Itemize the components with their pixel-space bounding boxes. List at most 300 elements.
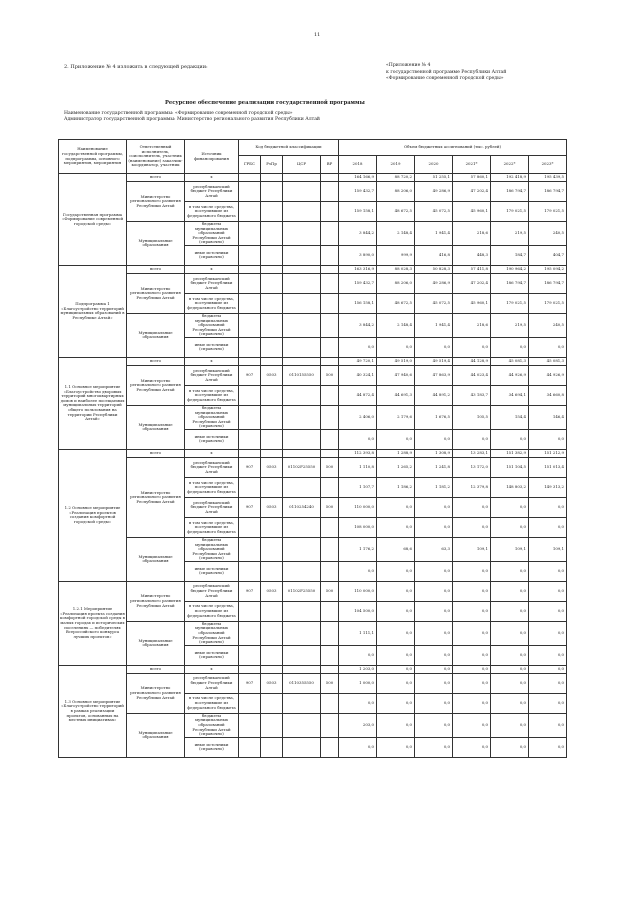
value-cell: 164 166,9 <box>339 174 377 182</box>
kbk-cell <box>261 174 283 182</box>
value-cell: 1 176,2 <box>339 537 377 561</box>
value-cell: 1 941,4 <box>415 222 453 246</box>
value-cell: 0,0 <box>529 517 567 537</box>
source-cell: в том числе средства, поступившие из федерального бюджета <box>185 693 239 713</box>
source-cell: республиканский бюджет Республики Алтай <box>185 365 239 385</box>
year-header: 2022* <box>491 156 529 174</box>
value-cell: 0,0 <box>491 621 529 645</box>
value-cell: 1 288,9 <box>377 449 415 457</box>
value-cell: 0,0 <box>339 737 377 757</box>
value-cell: 88 206,0 <box>377 273 415 293</box>
annex-line-2: к государственной программе Республики Алтай <box>386 69 507 75</box>
value-cell: 0,0 <box>453 713 491 737</box>
value-cell: 0,0 <box>529 621 567 645</box>
executor-cell: Министерство регионального развития Республики Алтай <box>127 182 185 222</box>
kbk-cell <box>321 202 339 222</box>
kbk-header: ВР <box>321 156 339 174</box>
value-cell: 109,1 <box>453 537 491 561</box>
value-cell: 0,0 <box>491 561 529 581</box>
table-row <box>59 457 567 477</box>
value-cell: 2 148,4 <box>377 313 415 337</box>
value-cell: 0,0 <box>377 497 415 517</box>
kbk-cell <box>239 737 261 757</box>
value-cell: 12 379,8 <box>453 477 491 497</box>
value-cell: 3 844,2 <box>339 313 377 337</box>
value-cell: 2 406,0 <box>339 405 377 429</box>
value-cell: 0,0 <box>529 693 567 713</box>
kbk-cell <box>283 537 321 561</box>
value-cell: 1 265,2 <box>377 457 415 477</box>
kbk-cell <box>239 293 261 313</box>
source-cell: бюджеты муниципальных образований Республики Алтай (справочно) <box>185 621 239 645</box>
volume-group-header: Объем бюджетных ассигнований (тыс. рублей) <box>339 140 567 156</box>
value-cell: 0,0 <box>453 337 491 357</box>
kbk-cell: 500 <box>321 365 339 385</box>
executor-cell: Министерство регионального развития Республики Алтай <box>127 365 185 405</box>
value-cell: 47 202,4 <box>453 273 491 293</box>
kbk-cell <box>283 293 321 313</box>
value-cell: 0,0 <box>339 561 377 581</box>
kbk-cell <box>261 537 283 561</box>
kbk-cell <box>261 202 283 222</box>
kbk-cell <box>239 202 261 222</box>
value-cell: 0,0 <box>377 601 415 621</box>
value-cell: 44 926,9 <box>491 365 529 385</box>
kbk-cell <box>283 337 321 357</box>
executor-cell: Муниципальные образования <box>127 621 185 665</box>
kbk-cell <box>283 245 321 265</box>
value-cell: 163 316,9 <box>339 265 377 273</box>
kbk-cell: 500 <box>321 457 339 477</box>
value-cell: 45 081,3 <box>491 357 529 365</box>
kbk-cell <box>283 621 321 645</box>
value-cell: 186 794,7 <box>491 182 529 202</box>
value-cell: 1 186,2 <box>377 477 415 497</box>
source-cell: иные источники (справочно) <box>185 245 239 265</box>
kbk-cell <box>261 222 283 246</box>
value-cell: 109,1 <box>491 537 529 561</box>
table-row-total <box>59 265 567 273</box>
kbk-cell <box>283 429 321 449</box>
value-cell: 1 203,0 <box>339 665 377 673</box>
value-cell: 1 241,8 <box>415 457 453 477</box>
value-cell: 2 148,4 <box>377 222 415 246</box>
executor-cell: Министерство регионального развития Республики Алтай <box>127 457 185 537</box>
value-cell: 0,0 <box>377 429 415 449</box>
value-cell: 159 432,7 <box>339 273 377 293</box>
value-cell: 0,0 <box>491 665 529 673</box>
value-cell: 151 013,4 <box>529 457 567 477</box>
kbk-cell <box>239 537 261 561</box>
executor-cell: Министерство регионального развития Республики Алтай <box>127 273 185 313</box>
total-mark-cell: х <box>185 174 239 182</box>
kbk-cell <box>239 449 261 457</box>
source-cell: в том числе средства, поступившие из федерального бюджета <box>185 202 239 222</box>
table-row <box>59 581 567 601</box>
value-cell: 0,0 <box>491 601 529 621</box>
total-mark-cell: х <box>185 265 239 273</box>
program-name-cell: 1.1 Основное мероприятие «Благоустройство дворовых территорий многоквартирных домов и наиболее посещаемых муниципальных территорий общего пользования на территории Республики Алтай» <box>59 357 127 449</box>
source-cell: иные источники (справочно) <box>185 561 239 581</box>
value-cell: 0,0 <box>377 645 415 665</box>
value-cell: 57 411,8 <box>453 265 491 273</box>
value-cell: 179 021,5 <box>529 202 567 222</box>
value-cell: 13 172,0 <box>453 457 491 477</box>
kbk-cell <box>261 517 283 537</box>
source-cell: бюджеты муниципальных образований Республики Алтай (справочно) <box>185 405 239 429</box>
kbk-cell <box>261 357 283 365</box>
value-cell: 45 081,3 <box>529 357 567 365</box>
value-cell: 0,0 <box>529 601 567 621</box>
value-cell: 68,6 <box>377 537 415 561</box>
kbk-cell <box>283 713 321 737</box>
value-cell: 148 803,2 <box>491 477 529 497</box>
resource-table <box>58 139 567 758</box>
value-cell: 0,0 <box>529 429 567 449</box>
value-cell: 49 286,9 <box>415 182 453 202</box>
value-cell: 219,5 <box>491 313 529 337</box>
table-row <box>59 273 567 293</box>
kbk-cell: 0110355550 <box>283 673 321 693</box>
value-cell: 179 021,5 <box>491 293 529 313</box>
value-cell: 0,0 <box>415 665 453 673</box>
value-cell: 13 283,1 <box>453 449 491 457</box>
value-cell: 999,9 <box>377 245 415 265</box>
total-label-cell: всего <box>127 174 185 182</box>
value-cell: 44 872,4 <box>339 385 377 405</box>
value-cell: 156 158,1 <box>339 293 377 313</box>
kbk-cell <box>261 429 283 449</box>
kbk-cell <box>283 202 321 222</box>
value-cell: 63,3 <box>415 537 453 561</box>
kbk-cell <box>239 222 261 246</box>
value-cell: 0,0 <box>377 581 415 601</box>
kbk-cell <box>261 601 283 621</box>
kbk-cell: 907 <box>239 673 261 693</box>
kbk-cell <box>321 182 339 202</box>
value-cell: 159 158,1 <box>339 202 377 222</box>
kbk-cell: 0503 <box>261 673 283 693</box>
source-cell: иные источники (справочно) <box>185 645 239 665</box>
value-cell: 1 111,1 <box>339 621 377 645</box>
value-cell: 47 940,6 <box>377 365 415 385</box>
program-admin-line: Администратор государственной программы: Министерство регионального развития Республики Алтай <box>64 117 320 123</box>
table-row-total <box>59 174 567 182</box>
value-cell: 0,0 <box>491 429 529 449</box>
kbk-cell <box>239 645 261 665</box>
value-cell: 0,0 <box>491 337 529 357</box>
total-label-cell: всего <box>127 265 185 273</box>
value-cell: 0,0 <box>529 665 567 673</box>
kbk-cell <box>261 561 283 581</box>
value-cell: 0,0 <box>453 581 491 601</box>
source-cell: в том числе средства, поступившие из федерального бюджета <box>185 477 239 497</box>
value-cell: 104 500,0 <box>339 601 377 621</box>
value-cell: 0,0 <box>491 713 529 737</box>
document-title: Ресурсное обеспечение реализации государственной программы <box>165 100 365 106</box>
table-row <box>59 673 567 693</box>
program-name-cell: 1.2 Основное мероприятие «Реализация проектов создания комфортной городской среды» <box>59 449 127 581</box>
value-cell: 0,0 <box>491 645 529 665</box>
value-cell: 0,0 <box>339 337 377 357</box>
value-cell: 0,0 <box>453 737 491 757</box>
kbk-cell <box>321 693 339 713</box>
value-cell: 186 794,7 <box>491 273 529 293</box>
kbk-cell <box>283 665 321 673</box>
value-cell: 0,0 <box>453 601 491 621</box>
col-program-header: Наименование государственной программы, подпрограммы, основного мероприятия, мероприятия <box>59 140 127 174</box>
year-header: 2021* <box>453 156 491 174</box>
value-cell: 0,0 <box>491 693 529 713</box>
value-cell: 416,8 <box>415 245 453 265</box>
value-cell: 151 382,9 <box>491 449 529 457</box>
value-cell: 151 104,5 <box>491 457 529 477</box>
table-head <box>59 140 567 174</box>
kbk-cell <box>283 405 321 429</box>
kbk-cell <box>239 477 261 497</box>
value-cell: 1 110,8 <box>339 457 377 477</box>
annex-note <box>386 63 506 83</box>
value-cell: 0,0 <box>377 737 415 757</box>
kbk-cell <box>321 665 339 673</box>
kbk-cell <box>261 645 283 665</box>
value-cell: 34 694,1 <box>491 385 529 405</box>
kbk-cell <box>321 517 339 537</box>
kbk-cell <box>261 693 283 713</box>
value-cell: 109,1 <box>529 537 567 561</box>
kbk-cell <box>261 405 283 429</box>
value-cell: 0,0 <box>415 645 453 665</box>
total-label-cell: всего <box>127 665 185 673</box>
value-cell: 49 519,4 <box>415 357 453 365</box>
value-cell: 2 179,6 <box>377 405 415 429</box>
kbk-cell <box>239 182 261 202</box>
table-row <box>59 405 567 429</box>
value-cell: 179 021,5 <box>491 202 529 222</box>
kbk-cell <box>239 405 261 429</box>
kbk-cell: 500 <box>321 673 339 693</box>
total-label-cell: всего <box>127 449 185 457</box>
kbk-cell <box>261 665 283 673</box>
kbk-cell <box>239 713 261 737</box>
value-cell: 45 072,5 <box>415 202 453 222</box>
source-cell: бюджеты муниципальных образований Республики Алтай (справочно) <box>185 713 239 737</box>
kbk-cell <box>261 337 283 357</box>
table-row-total <box>59 665 567 673</box>
value-cell: 0,0 <box>415 713 453 737</box>
executor-cell: Муниципальные образования <box>127 222 185 266</box>
col-source-header: Источник финансирования <box>185 140 239 174</box>
value-cell: 0,0 <box>529 497 567 517</box>
kbk-cell: 0110254240 <box>283 497 321 517</box>
source-cell: в том числе средства, поступившие из федерального бюджета <box>185 293 239 313</box>
executor-cell: Муниципальные образования <box>127 537 185 581</box>
kbk-cell <box>239 265 261 273</box>
value-cell: 44 691,3 <box>377 385 415 405</box>
kbk-cell: 500 <box>321 497 339 517</box>
value-cell: 0,0 <box>529 337 567 357</box>
total-mark-cell: х <box>185 665 239 673</box>
kbk-cell <box>321 537 339 561</box>
value-cell: 44 891,2 <box>415 385 453 405</box>
table-body <box>59 174 567 758</box>
year-header: 2020 <box>415 156 453 174</box>
value-cell: 149 313,2 <box>529 477 567 497</box>
value-cell: 0,0 <box>377 517 415 537</box>
value-cell: 0,0 <box>529 645 567 665</box>
kbk-group-header: Код бюджетной классификации <box>239 140 339 156</box>
value-cell: 51 255,1 <box>415 174 453 182</box>
value-cell: 0,0 <box>491 497 529 517</box>
value-cell: 0,0 <box>339 645 377 665</box>
executor-cell: Министерство регионального развития Республики Алтай <box>127 581 185 621</box>
value-cell: 3 844,2 <box>339 222 377 246</box>
value-cell: 195 439,5 <box>529 174 567 182</box>
value-cell: 57 860,1 <box>453 174 491 182</box>
kbk-cell <box>239 429 261 449</box>
table-row <box>59 621 567 645</box>
kbk-cell <box>239 601 261 621</box>
year-header: 2023* <box>529 156 567 174</box>
value-cell: 110 000,0 <box>339 497 377 517</box>
value-cell: 0,0 <box>377 673 415 693</box>
value-cell: 108 000,0 <box>339 517 377 537</box>
value-cell: 105,5 <box>453 405 491 429</box>
kbk-cell <box>321 645 339 665</box>
value-cell: 0,0 <box>453 645 491 665</box>
table-row <box>59 313 567 337</box>
source-cell: республиканский бюджет Республики Алтай <box>185 182 239 202</box>
value-cell: 179 021,5 <box>529 293 567 313</box>
value-cell: 151 212,9 <box>529 449 567 457</box>
value-cell: 0,0 <box>415 497 453 517</box>
kbk-cell <box>283 477 321 497</box>
value-cell: 44 926,9 <box>529 365 567 385</box>
value-cell: 0,0 <box>529 561 567 581</box>
table-row <box>59 713 567 737</box>
kbk-cell <box>239 385 261 405</box>
kbk-header: ГРБС <box>239 156 261 174</box>
value-cell: 0,0 <box>415 737 453 757</box>
kbk-cell: 01102F25550 <box>283 457 321 477</box>
kbk-cell: 0503 <box>261 497 283 517</box>
kbk-cell <box>321 174 339 182</box>
value-cell: 43 183,7 <box>453 385 491 405</box>
kbk-cell <box>283 313 321 337</box>
value-cell: 110 000,0 <box>339 581 377 601</box>
kbk-cell <box>321 293 339 313</box>
value-cell: 448,3 <box>453 245 491 265</box>
value-cell: 0,0 <box>529 737 567 757</box>
value-cell: 45 960,1 <box>453 293 491 313</box>
kbk-cell <box>321 222 339 246</box>
source-cell: в том числе средства, поступившие из федерального бюджета <box>185 385 239 405</box>
kbk-cell: 907 <box>239 497 261 517</box>
kbk-cell <box>239 313 261 337</box>
value-cell: 0,0 <box>491 517 529 537</box>
kbk-cell: 0110155550 <box>283 365 321 385</box>
value-cell: 1 107,7 <box>339 477 377 497</box>
table-row <box>59 365 567 385</box>
value-cell: 1 941,4 <box>415 313 453 337</box>
value-cell: 0,0 <box>377 337 415 357</box>
value-cell: 47 202,4 <box>453 182 491 202</box>
kbk-cell <box>261 737 283 757</box>
kbk-cell <box>283 517 321 537</box>
kbk-cell <box>261 385 283 405</box>
value-cell: 0,0 <box>415 601 453 621</box>
kbk-cell <box>321 713 339 737</box>
value-cell: 0,0 <box>453 693 491 713</box>
value-cell: 0,0 <box>377 713 415 737</box>
value-cell: 0,0 <box>453 673 491 693</box>
kbk-cell <box>283 449 321 457</box>
value-cell: 0,0 <box>453 497 491 517</box>
kbk-cell <box>321 405 339 429</box>
value-cell: 0,0 <box>453 429 491 449</box>
table-row <box>59 222 567 246</box>
value-cell: 0,0 <box>453 665 491 673</box>
kbk-cell <box>283 561 321 581</box>
value-cell: 44 023,4 <box>453 365 491 385</box>
kbk-cell <box>239 337 261 357</box>
kbk-cell <box>239 245 261 265</box>
year-header: 2018 <box>339 156 377 174</box>
program-name-cell: 1.2.1 Мероприятие «Реализация проекта создания комфортной городской среды в малых городах и исторических поселениях — победителях Всероссийского конкурса лучших проектов» <box>59 581 127 665</box>
kbk-cell <box>261 449 283 457</box>
kbk-header: РзПр <box>261 156 283 174</box>
value-cell: 154,4 <box>491 405 529 429</box>
table-row-total <box>59 357 567 365</box>
value-cell: 218,6 <box>453 313 491 337</box>
program-name-line: Наименование государственной программы: «Формирование современной городской среды» <box>64 111 293 116</box>
value-cell: 146,4 <box>529 405 567 429</box>
kbk-cell <box>239 357 261 365</box>
value-cell: 0,0 <box>339 693 377 713</box>
value-cell: 1 308,9 <box>415 449 453 457</box>
kbk-cell <box>239 665 261 673</box>
value-cell: 48 672,5 <box>377 293 415 313</box>
kbk-cell: 907 <box>239 457 261 477</box>
kbk-cell <box>321 621 339 645</box>
value-cell: 0,0 <box>377 665 415 673</box>
value-cell: 186 794,7 <box>529 273 567 293</box>
kbk-cell <box>321 273 339 293</box>
kbk-cell: 500 <box>321 581 339 601</box>
program-meta <box>64 111 320 124</box>
value-cell: 47 863,9 <box>415 365 453 385</box>
table-row <box>59 182 567 202</box>
kbk-cell <box>283 601 321 621</box>
executor-cell: Муниципальные образования <box>127 313 185 357</box>
kbk-cell: 907 <box>239 581 261 601</box>
table-row-total <box>59 449 567 457</box>
value-cell: 195 094,2 <box>529 265 567 273</box>
source-cell: иные источники (справочно) <box>185 337 239 357</box>
year-header: 2019 <box>377 156 415 174</box>
value-cell: 45 960,1 <box>453 202 491 222</box>
kbk-cell <box>261 313 283 337</box>
kbk-cell <box>321 561 339 581</box>
value-cell: 0,0 <box>415 693 453 713</box>
kbk-cell <box>321 737 339 757</box>
source-cell: в том числе средства, поступившие из федерального бюджета <box>185 517 239 537</box>
value-cell: 0,0 <box>529 581 567 601</box>
value-cell: 0,0 <box>377 693 415 713</box>
value-cell: 240,5 <box>529 313 567 337</box>
value-cell: 0,0 <box>377 561 415 581</box>
value-cell: 203,0 <box>339 713 377 737</box>
